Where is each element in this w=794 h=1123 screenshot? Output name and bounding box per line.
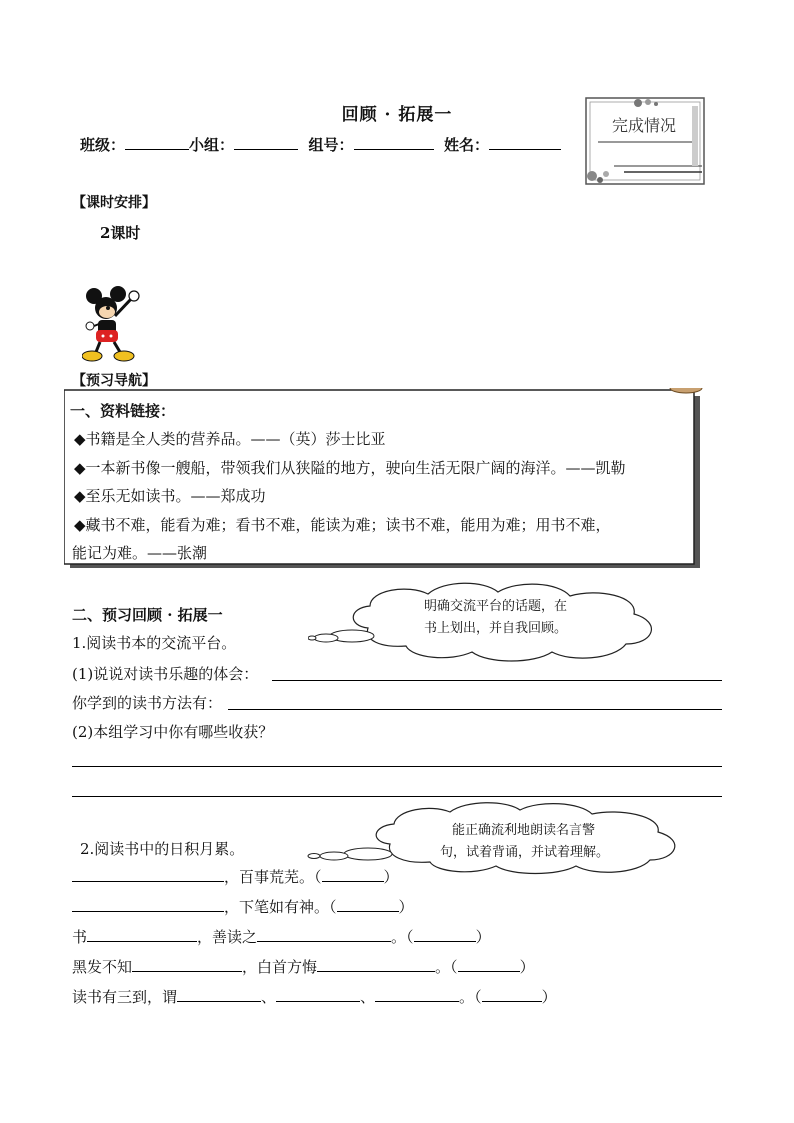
stamp-frame-icon	[584, 96, 706, 186]
fill-blank-4a[interactable]	[132, 958, 242, 972]
group-label: 小组：	[189, 136, 235, 154]
fill-text-5d: 。	[459, 988, 475, 1006]
fill-blank-5a[interactable]	[177, 988, 261, 1002]
paren-open: （	[406, 928, 414, 946]
source-blank-3[interactable]	[414, 928, 476, 942]
fill-row-2	[72, 896, 414, 917]
quote-2: ◆一本新书像一艘船，带领我们从狭隘的地方，驶向生活无限广阔的海洋。——凯勒	[74, 459, 626, 477]
question-1-1: (1)说说对读书乐趣的体会：	[72, 665, 259, 683]
fill-text-5c: 、	[360, 988, 376, 1006]
paren-close: ）	[475, 928, 491, 946]
answer-line-1-1[interactable]	[272, 680, 722, 681]
group-no-label: 组号：	[308, 136, 354, 154]
completion-stamp	[584, 96, 706, 186]
quote-4: ◆藏书不难，能看为难；看书不难，能读为难；读书不难，能用为难；用书不难，	[74, 516, 611, 534]
name-label: 姓名：	[443, 136, 489, 154]
answer-line-method[interactable]	[228, 709, 722, 710]
paren-close: ）	[519, 958, 535, 976]
section2-title: 二、预习回顾 · 拓展一	[72, 606, 223, 624]
fill-text-4a: 黑发不知	[72, 958, 133, 976]
cloud2-line2: 句，试着背诵，并试着理解。	[440, 845, 610, 860]
quote-5: 能记为难。——张潮	[72, 544, 208, 562]
mickey-icon	[82, 286, 144, 364]
cloud1-line1: 明确交流平台的话题，在	[424, 599, 568, 614]
paren-close: ）	[383, 868, 399, 886]
fill-blank-3a[interactable]	[87, 928, 197, 942]
fill-blank-3b[interactable]	[257, 928, 391, 942]
preview-heading: 【预习导航】	[72, 373, 156, 389]
fill-text-4b: ，白首方悔	[242, 958, 318, 976]
source-blank-4[interactable]	[458, 958, 520, 972]
mickey-illustration	[82, 286, 144, 364]
fill-row-5	[72, 986, 557, 1007]
fill-row-3	[72, 926, 491, 947]
fill-text-3b: ，善读之	[197, 928, 258, 946]
quote-3: ◆至乐无如读书。——郑成功	[74, 487, 266, 505]
fill-text-3a: 书	[72, 928, 88, 946]
schedule-heading: 【课时安排】	[72, 195, 156, 211]
name-blank[interactable]	[489, 135, 561, 150]
answer-line-1-2b[interactable]	[72, 796, 722, 797]
schedule-value: 2课时	[100, 224, 141, 242]
fill-text-5b: 、	[261, 988, 277, 1006]
paren-open: （	[474, 988, 482, 1006]
fill-row-1	[72, 866, 399, 887]
fill-blank-1[interactable]	[72, 868, 224, 882]
paren-close: ）	[541, 988, 557, 1006]
fill-blank-5b[interactable]	[276, 988, 360, 1002]
question-2: 2.阅读书中的日积月累。	[80, 840, 245, 858]
paren-open: （	[450, 958, 458, 976]
tip-cloud-1	[308, 578, 668, 664]
student-info-line	[80, 134, 561, 155]
fill-blank-2[interactable]	[72, 898, 224, 912]
resource-scroll-box	[64, 388, 702, 568]
fill-text-4c: 。	[435, 958, 451, 976]
paren-open: （	[314, 868, 322, 886]
fill-blank-5c[interactable]	[375, 988, 459, 1002]
question-1: 1.阅读书本的交流平台。	[72, 634, 237, 652]
group-no-blank[interactable]	[354, 135, 434, 150]
paren-open: （	[329, 898, 337, 916]
paren-close: ）	[398, 898, 414, 916]
fill-text-5a: 读书有三到，谓	[72, 988, 178, 1006]
cloud1-line2: 书上划出，并自我回顾。	[424, 621, 568, 636]
tip-cloud-2	[300, 800, 692, 876]
answer-line-1-2a[interactable]	[72, 766, 722, 767]
fill-row-4	[72, 956, 535, 977]
cloud2-line1: 能正确流利地朗读名言警	[452, 823, 596, 838]
source-blank-2[interactable]	[337, 898, 399, 912]
section1-title: 一、资料链接：	[70, 402, 176, 420]
page-title: 回顾 · 拓展一	[341, 105, 453, 125]
fill-text-3c: 。	[391, 928, 407, 946]
quote-1: ◆书籍是全人类的营养品。——（英）莎士比亚	[74, 430, 386, 448]
class-label: 班级：	[80, 136, 126, 154]
source-blank-5[interactable]	[482, 988, 542, 1002]
fill-text-2: ，下笔如有神。	[224, 898, 330, 916]
question-1-method: 你学到的读书方法有：	[72, 694, 223, 712]
stamp-label: 完成情况	[612, 116, 677, 135]
source-blank-1[interactable]	[322, 868, 384, 882]
question-1-2: (2)本组学习中你有哪些收获？	[72, 723, 274, 741]
fill-text-1: ，百事荒芜。	[224, 868, 315, 886]
class-blank[interactable]	[125, 135, 189, 150]
group-blank[interactable]	[234, 135, 298, 150]
fill-blank-4b[interactable]	[317, 958, 435, 972]
